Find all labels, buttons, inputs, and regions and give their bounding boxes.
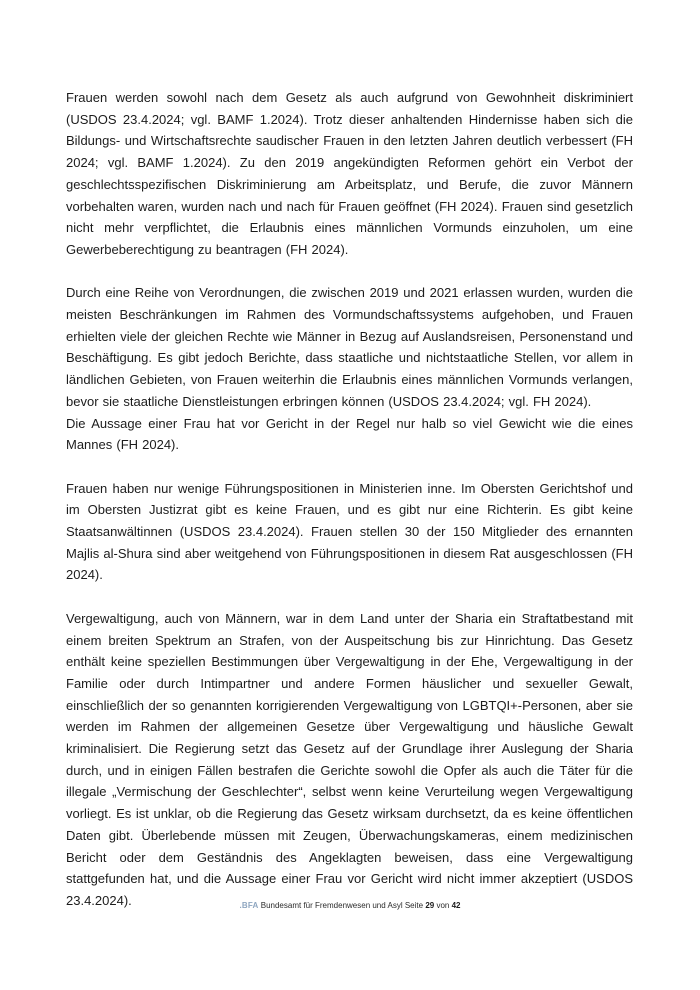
paragraph-leadership-positions: Frauen haben nur wenige Führungspositionen in Ministerien inne. Im Obersten Gerichtshof und im Obersten Justizrat gibt es keine Frauen, und es gibt nur eine Richterin. Es gibt keine Staatsanwältinnen (USDOS 23.4.2024). Frauen stellen 30 der 150 Mitglieder des ernannten Majlis al-Shura sind aber weitgehend von Führungspositionen in diesem Rat ausgeschlossen (FH 2024). <box>66 480 633 583</box>
paragraph-women-discrimination: Frauen werden sowohl nach dem Gesetz als auch aufgrund von Gewohnheit diskriminiert (USDOS 23.4.2024; vgl. BAMF 1.2024). Trotz dieser anhaltenden Hindernisse haben sich die Bildungs- und Wirtschaftsrechte saudischer Frauen in den letzten Jahren deutlich verbessert (FH 2024; vgl. BAMF 1.2024). Zu den 2019 angekündigten Reformen gehört ein Verbot der geschlechtsspezifischen Diskriminierung am Arbeitsplatz, und Berufe, die zuvor Männern vorbehalten waren, wurden nach und nach für Frauen geöffnet (FH 2024). Frauen sind gesetzlich nicht mehr verpflichtet, die Erlaubnis eines männlichen Vormunds einzuholen, um eine Gewerbeberechtigung zu beantragen (FH 2024). <box>66 90 633 257</box>
footer-of-word: von <box>436 901 450 910</box>
document-body <box>66 87 633 933</box>
paragraph-court-testimony-weight: Die Aussage einer Frau hat vor Gericht in der Regel nur halb so viel Gewicht wie die eines Mannes (FH 2024). <box>66 415 633 453</box>
paragraph-rape-law: Vergewaltigung, auch von Männern, war in dem Land unter der Sharia ein Straftatbestand mit einem breiten Spektrum an Strafen, von der Auspeitschung bis zur Hinrichtung. Das Gesetz enthält keine speziellen Bestimmungen über Vergewaltigung in der Ehe, Vergewaltigung in der Familie oder durch Intimpartner und andere Formen häuslicher und sexueller Gewalt, einschließlich der so genannten korrigierenden Vergewaltigung von LGBTQI+-Personen, aber sie werden im Rahmen der allgemeinen Gesetze über Vergewaltigung und häusliche Gewalt kriminalisiert. Die Regierung setzt das Gesetz auf der Grundlage ihrer Auslegung der Sharia durch, und in einigen Fällen bestrafen die Gerichte sowohl die Opfer als auch die Täter für die illegale „Vermischung der Geschlechter“, selbst wenn keine Verurteilung wegen Vergewaltigung vorliegt. Es ist unklar, ob die Regierung das Gesetz wirksam durchsetzt, da es keine öffentlichen Daten gibt. Überlebende müssen mit Zeugen, Überwachungskameras, einem medizinischen Bericht oder dem Geständnis des Angeklagten beweisen, dass eine Vergewaltigung stattgefunden hat, und die Aussage einer Frau vor Gericht wird nicht immer akzeptiert (USDOS 23.4.2024). <box>66 610 633 908</box>
footer-page-word: Seite <box>404 901 424 910</box>
paragraph-guardianship-regulations: Durch eine Reihe von Verordnungen, die zwischen 2019 und 2021 erlassen wurden, wurden die meisten Beschränkungen im Rahmen des Vormundschaftssystems aufgehoben, und Frauen erhielten viele der gleichen Rechte wie Männer in Bezug auf Auslandsreisen, Personenstand und Beschäftigung. Es gibt jedoch Berichte, dass staatliche und nichtstaatliche Stellen, vor allem in ländlichen Gebieten, von Frauen weiterhin die Erlaubnis eines männlichen Vormunds verlangen, bevor sie staatliche Dienstleistungen erbringen können (USDOS 23.4.2024; vgl. FH 2024). <box>66 285 633 409</box>
footer-page-number: 29 <box>425 901 435 910</box>
footer-page-total: 42 <box>451 901 461 910</box>
footer-agency-name: Bundesamt für Fremdenwesen und Asyl <box>260 901 403 910</box>
bfa-logo: .BFA <box>239 901 259 910</box>
page-footer <box>0 900 700 911</box>
